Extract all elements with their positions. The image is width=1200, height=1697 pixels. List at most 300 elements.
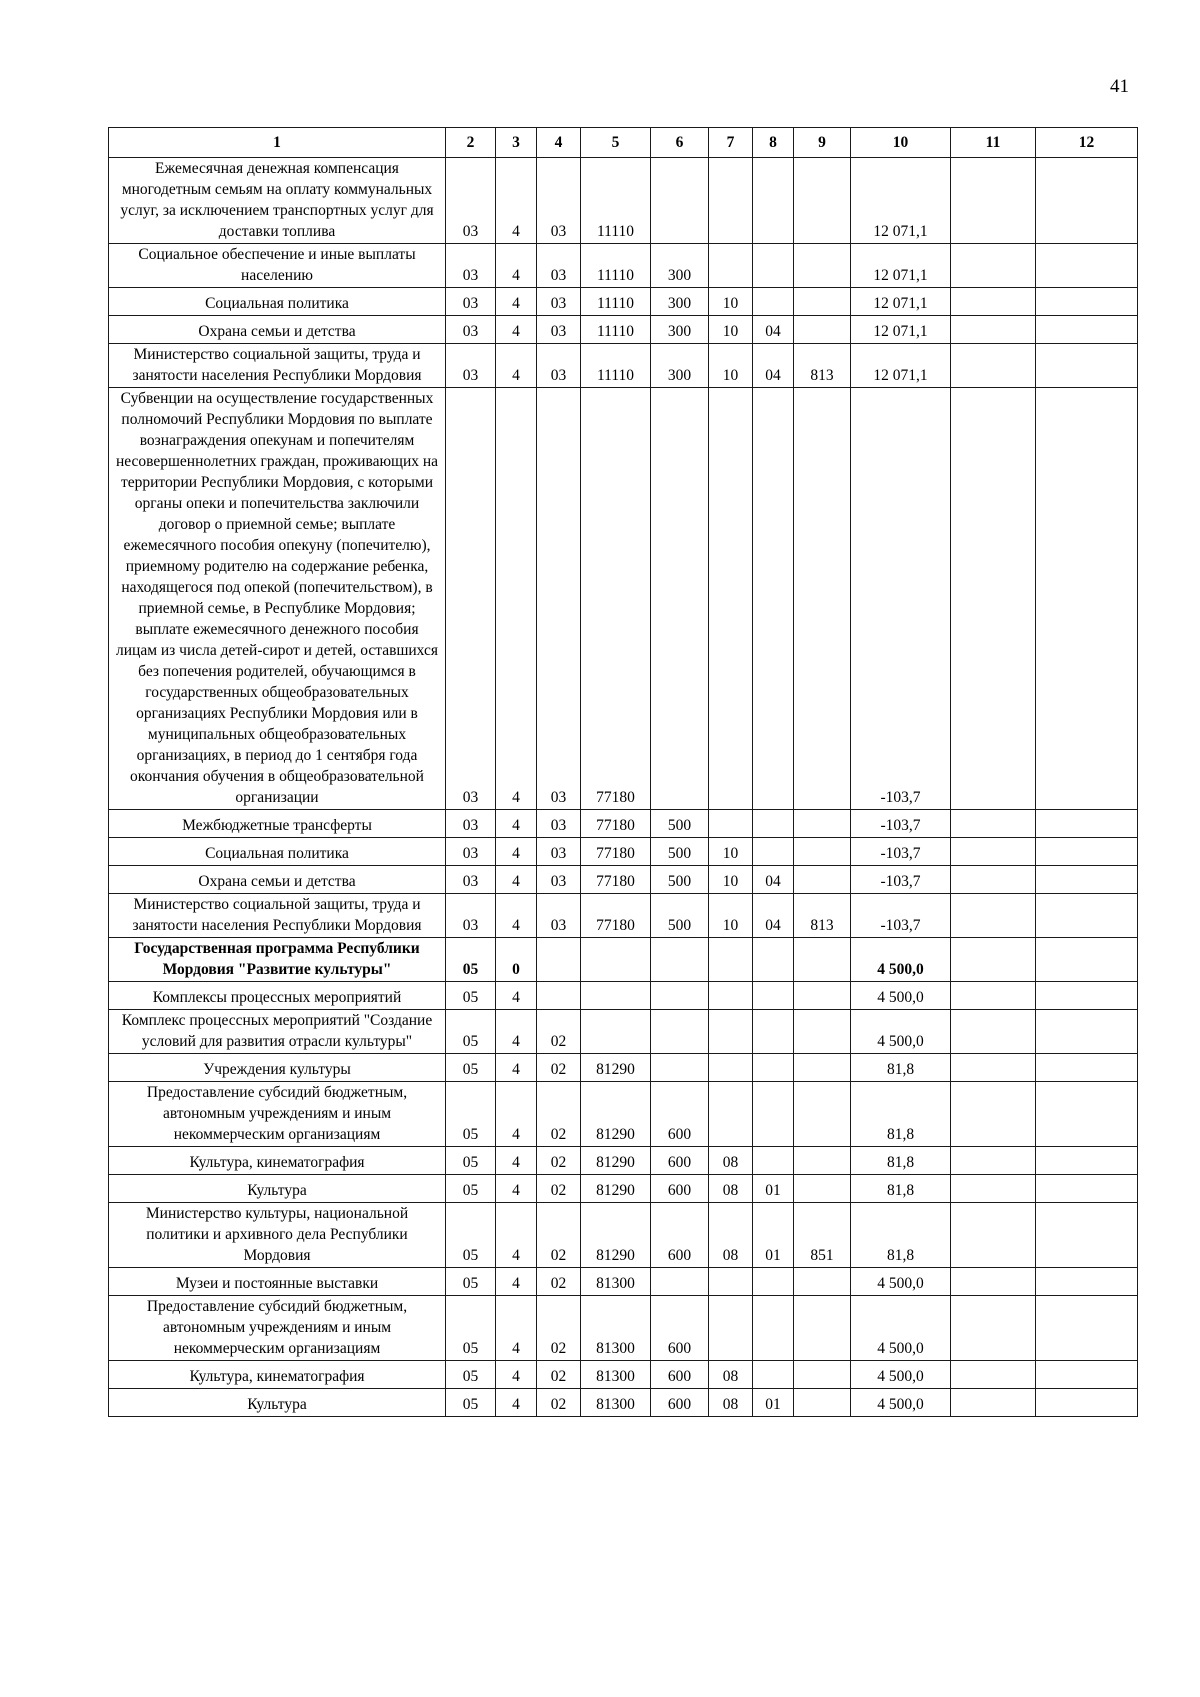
- code-direction: [581, 1010, 651, 1054]
- code-direction: 81290: [581, 1054, 651, 1082]
- code-program: 05: [446, 1389, 496, 1417]
- code-subsection: 04: [753, 894, 794, 938]
- code-subprogram: 4: [496, 1147, 537, 1175]
- code-ministry: [794, 866, 851, 894]
- code-subsection: 04: [753, 344, 794, 388]
- amount: 4 500,0: [851, 1296, 951, 1361]
- code-program: 03: [446, 316, 496, 344]
- code-ministry: [794, 388, 851, 810]
- column-11: [951, 1361, 1036, 1389]
- amount: 12 071,1: [851, 244, 951, 288]
- code-event: 02: [537, 1203, 581, 1268]
- code-program: 05: [446, 1054, 496, 1082]
- code-expense-type: 600: [651, 1389, 709, 1417]
- code-expense-type: 500: [651, 866, 709, 894]
- column-12: [1036, 388, 1138, 810]
- code-event: 03: [537, 158, 581, 244]
- code-subsection: 01: [753, 1389, 794, 1417]
- code-direction: 11110: [581, 288, 651, 316]
- column-11: [951, 1010, 1036, 1054]
- code-event: 03: [537, 866, 581, 894]
- code-subsection: [753, 1296, 794, 1361]
- code-event: 02: [537, 1054, 581, 1082]
- column-11: [951, 158, 1036, 244]
- code-subprogram: 4: [496, 244, 537, 288]
- amount: 12 071,1: [851, 288, 951, 316]
- code-ministry: [794, 1147, 851, 1175]
- amount: 81,8: [851, 1054, 951, 1082]
- code-program: 05: [446, 982, 496, 1010]
- code-event: 02: [537, 1296, 581, 1361]
- amount: 4 500,0: [851, 1268, 951, 1296]
- column-11: [951, 1268, 1036, 1296]
- code-subsection: [753, 158, 794, 244]
- code-expense-type: 600: [651, 1082, 709, 1147]
- column-header: 7: [709, 128, 753, 158]
- code-section: [709, 982, 753, 1010]
- amount: 81,8: [851, 1147, 951, 1175]
- code-ministry: [794, 838, 851, 866]
- row-name: Социальная политика: [109, 838, 446, 866]
- code-program: 05: [446, 1268, 496, 1296]
- column-header: 3: [496, 128, 537, 158]
- table-row: [109, 810, 1138, 838]
- amount: -103,7: [851, 388, 951, 810]
- table-row: [109, 894, 1138, 938]
- code-event: [537, 982, 581, 1010]
- column-11: [951, 894, 1036, 938]
- column-11: [951, 1175, 1036, 1203]
- code-subprogram: 4: [496, 1389, 537, 1417]
- code-direction: 81290: [581, 1082, 651, 1147]
- code-section: [709, 1268, 753, 1296]
- code-direction: 81300: [581, 1361, 651, 1389]
- code-ministry: [794, 1082, 851, 1147]
- table-row: [109, 344, 1138, 388]
- code-section: 08: [709, 1389, 753, 1417]
- code-ministry: [794, 316, 851, 344]
- column-12: [1036, 316, 1138, 344]
- code-section: 10: [709, 866, 753, 894]
- code-direction: 81300: [581, 1268, 651, 1296]
- code-event: 03: [537, 288, 581, 316]
- table-row: [109, 244, 1138, 288]
- amount: 4 500,0: [851, 1389, 951, 1417]
- code-expense-type: 600: [651, 1175, 709, 1203]
- code-subsection: 04: [753, 866, 794, 894]
- code-subprogram: 4: [496, 1268, 537, 1296]
- table-row: [109, 388, 1138, 810]
- code-subprogram: 4: [496, 1296, 537, 1361]
- code-subsection: [753, 838, 794, 866]
- code-section: 10: [709, 838, 753, 866]
- code-expense-type: [651, 1268, 709, 1296]
- code-program: 05: [446, 1175, 496, 1203]
- code-expense-type: [651, 982, 709, 1010]
- column-12: [1036, 1203, 1138, 1268]
- column-11: [951, 244, 1036, 288]
- code-subsection: 01: [753, 1203, 794, 1268]
- table-row: [109, 1203, 1138, 1268]
- code-direction: 77180: [581, 810, 651, 838]
- code-program: 05: [446, 938, 496, 982]
- column-12: [1036, 1389, 1138, 1417]
- amount: -103,7: [851, 810, 951, 838]
- code-ministry: [794, 288, 851, 316]
- code-section: [709, 1010, 753, 1054]
- code-ministry: [794, 1389, 851, 1417]
- code-subprogram: 4: [496, 894, 537, 938]
- code-event: 02: [537, 1268, 581, 1296]
- column-12: [1036, 894, 1138, 938]
- column-12: [1036, 810, 1138, 838]
- code-expense-type: 300: [651, 244, 709, 288]
- row-name: Музеи и постоянные выставки: [109, 1268, 446, 1296]
- amount: 4 500,0: [851, 1010, 951, 1054]
- column-11: [951, 288, 1036, 316]
- code-direction: 77180: [581, 388, 651, 810]
- code-event: 02: [537, 1361, 581, 1389]
- column-header: 8: [753, 128, 794, 158]
- code-subsection: [753, 1361, 794, 1389]
- code-event: 02: [537, 1175, 581, 1203]
- column-12: [1036, 1147, 1138, 1175]
- code-event: 03: [537, 344, 581, 388]
- column-12: [1036, 866, 1138, 894]
- column-12: [1036, 244, 1138, 288]
- code-program: 05: [446, 1296, 496, 1361]
- column-12: [1036, 982, 1138, 1010]
- column-11: [951, 982, 1036, 1010]
- code-subprogram: 4: [496, 1175, 537, 1203]
- table-row: [109, 838, 1138, 866]
- code-subprogram: 4: [496, 1203, 537, 1268]
- code-subprogram: 4: [496, 1361, 537, 1389]
- row-name: Государственная программа Республики Мордовия "Развитие культуры": [109, 938, 446, 982]
- code-direction: 81300: [581, 1389, 651, 1417]
- column-11: [951, 1054, 1036, 1082]
- table-row: [109, 1296, 1138, 1361]
- code-subsection: [753, 244, 794, 288]
- column-11: [951, 1147, 1036, 1175]
- column-header: 1: [109, 128, 446, 158]
- code-program: 03: [446, 244, 496, 288]
- row-name: Межбюджетные трансферты: [109, 810, 446, 838]
- code-direction: 81290: [581, 1203, 651, 1268]
- table-row: [109, 316, 1138, 344]
- code-subprogram: 4: [496, 388, 537, 810]
- column-12: [1036, 344, 1138, 388]
- table-row: [109, 866, 1138, 894]
- code-ministry: [794, 982, 851, 1010]
- column-header: 11: [951, 128, 1036, 158]
- amount: 81,8: [851, 1175, 951, 1203]
- column-12: [1036, 1268, 1138, 1296]
- row-name: Субвенции на осуществление государственных полномочий Республики Мордовия по выплате вознаграждения опекунам и попечителям несовершеннолетних граждан, проживающих на территории Республики Мордовия, с которыми органы опеки и попечительства заключили договор о приемной семье; выплате ежемесячного пособия опекуну (попечителю), приемному родителю на содержание ребенка, находящегося под опекой (попечительством), в приемной семье, в Республике Мордовия; выплате ежемесячного денежного пособия лицам из числа детей-сирот и детей, оставшихся без попечения родителей, обучающимся в государственных общеобразовательных организациях Республики Мордовия или в муниципальных общеобразовательных организациях, в период до 1 сентября года окончания обучения в общеобразовательной организации: [109, 388, 446, 810]
- column-11: [951, 388, 1036, 810]
- column-11: [951, 1389, 1036, 1417]
- amount: 12 071,1: [851, 344, 951, 388]
- code-subsection: [753, 388, 794, 810]
- code-ministry: [794, 1296, 851, 1361]
- code-expense-type: [651, 1054, 709, 1082]
- code-subsection: [753, 982, 794, 1010]
- row-name: Культура, кинематография: [109, 1361, 446, 1389]
- code-program: 05: [446, 1361, 496, 1389]
- amount: 4 500,0: [851, 1361, 951, 1389]
- header-row: [109, 128, 1138, 158]
- code-expense-type: 300: [651, 344, 709, 388]
- code-ministry: [794, 938, 851, 982]
- row-name: Министерство социальной защиты, труда и занятости населения Республики Мордовия: [109, 344, 446, 388]
- column-12: [1036, 1010, 1138, 1054]
- column-header: 12: [1036, 128, 1138, 158]
- column-header: 2: [446, 128, 496, 158]
- row-name: Министерство социальной защиты, труда и занятости населения Республики Мордовия: [109, 894, 446, 938]
- code-direction: 11110: [581, 316, 651, 344]
- column-12: [1036, 158, 1138, 244]
- code-program: 05: [446, 1203, 496, 1268]
- code-subprogram: 4: [496, 866, 537, 894]
- row-name: Культура: [109, 1389, 446, 1417]
- table-row: [109, 158, 1138, 244]
- code-direction: [581, 982, 651, 1010]
- code-section: [709, 1054, 753, 1082]
- code-program: 03: [446, 344, 496, 388]
- code-subsection: [753, 1268, 794, 1296]
- column-11: [951, 1082, 1036, 1147]
- column-12: [1036, 288, 1138, 316]
- code-section: [709, 938, 753, 982]
- code-program: 03: [446, 810, 496, 838]
- code-section: [709, 1082, 753, 1147]
- code-ministry: 813: [794, 344, 851, 388]
- code-expense-type: 600: [651, 1203, 709, 1268]
- code-program: 03: [446, 838, 496, 866]
- column-11: [951, 866, 1036, 894]
- code-direction: 81300: [581, 1296, 651, 1361]
- column-header: 4: [537, 128, 581, 158]
- code-direction: 77180: [581, 866, 651, 894]
- table-row: [109, 1175, 1138, 1203]
- code-ministry: [794, 1054, 851, 1082]
- code-section: 08: [709, 1175, 753, 1203]
- code-expense-type: [651, 388, 709, 810]
- code-section: 08: [709, 1203, 753, 1268]
- code-subprogram: 4: [496, 1010, 537, 1054]
- code-subsection: 04: [753, 316, 794, 344]
- code-expense-type: 500: [651, 838, 709, 866]
- table-row: [109, 1147, 1138, 1175]
- code-direction: 77180: [581, 894, 651, 938]
- code-subsection: [753, 1147, 794, 1175]
- code-program: 03: [446, 158, 496, 244]
- code-event: 02: [537, 1082, 581, 1147]
- code-event: 02: [537, 1147, 581, 1175]
- code-program: 05: [446, 1082, 496, 1147]
- code-direction: [581, 938, 651, 982]
- code-subprogram: 4: [496, 344, 537, 388]
- code-subsection: [753, 938, 794, 982]
- column-12: [1036, 1296, 1138, 1361]
- column-11: [951, 1296, 1036, 1361]
- amount: -103,7: [851, 838, 951, 866]
- row-name: Охрана семьи и детства: [109, 316, 446, 344]
- code-ministry: 813: [794, 894, 851, 938]
- code-ministry: 851: [794, 1203, 851, 1268]
- table-row: [109, 982, 1138, 1010]
- code-ministry: [794, 1010, 851, 1054]
- code-event: 03: [537, 838, 581, 866]
- code-event: 02: [537, 1010, 581, 1054]
- code-section: 08: [709, 1361, 753, 1389]
- budget-table: [108, 127, 1138, 1417]
- amount: 4 500,0: [851, 982, 951, 1010]
- code-expense-type: 600: [651, 1296, 709, 1361]
- column-header: 9: [794, 128, 851, 158]
- column-11: [951, 344, 1036, 388]
- code-section: [709, 1296, 753, 1361]
- code-program: 05: [446, 1010, 496, 1054]
- row-name: Социальное обеспечение и иные выплаты населению: [109, 244, 446, 288]
- table-row: [109, 938, 1138, 982]
- code-section: 10: [709, 316, 753, 344]
- table-row: [109, 288, 1138, 316]
- code-expense-type: [651, 158, 709, 244]
- code-ministry: [794, 1361, 851, 1389]
- table-row: [109, 1010, 1138, 1054]
- row-name: Предоставление субсидий бюджетным, автономным учреждениям и иным некоммерческим организациям: [109, 1082, 446, 1147]
- column-12: [1036, 938, 1138, 982]
- code-program: 03: [446, 388, 496, 810]
- table-body: [109, 158, 1138, 1417]
- code-program: 03: [446, 894, 496, 938]
- table-header: [109, 128, 1138, 158]
- column-12: [1036, 1175, 1138, 1203]
- code-event: 03: [537, 894, 581, 938]
- column-12: [1036, 1361, 1138, 1389]
- code-subprogram: 4: [496, 982, 537, 1010]
- code-subsection: [753, 288, 794, 316]
- code-direction: 77180: [581, 838, 651, 866]
- amount: -103,7: [851, 866, 951, 894]
- code-subprogram: 4: [496, 1054, 537, 1082]
- code-direction: 81290: [581, 1175, 651, 1203]
- row-name: Министерство культуры, национальной политики и архивного дела Республики Мордовия: [109, 1203, 446, 1268]
- code-program: 03: [446, 288, 496, 316]
- column-11: [951, 838, 1036, 866]
- code-subsection: [753, 1054, 794, 1082]
- column-header: 6: [651, 128, 709, 158]
- table-row: [109, 1268, 1138, 1296]
- row-name: Культура: [109, 1175, 446, 1203]
- code-section: 10: [709, 894, 753, 938]
- code-event: 03: [537, 316, 581, 344]
- row-name: Охрана семьи и детства: [109, 866, 446, 894]
- row-name: Комплекс процессных мероприятий "Создание условий для развития отрасли культуры": [109, 1010, 446, 1054]
- code-section: 08: [709, 1147, 753, 1175]
- amount: 12 071,1: [851, 158, 951, 244]
- code-section: [709, 158, 753, 244]
- code-expense-type: 600: [651, 1147, 709, 1175]
- code-expense-type: 300: [651, 316, 709, 344]
- code-ministry: [794, 244, 851, 288]
- page-number: 41: [1110, 76, 1129, 97]
- code-ministry: [794, 810, 851, 838]
- code-section: 10: [709, 344, 753, 388]
- code-subprogram: 0: [496, 938, 537, 982]
- code-program: 03: [446, 866, 496, 894]
- column-11: [951, 316, 1036, 344]
- code-ministry: [794, 158, 851, 244]
- code-event: [537, 938, 581, 982]
- code-direction: 81290: [581, 1147, 651, 1175]
- row-name: Социальная политика: [109, 288, 446, 316]
- code-direction: 11110: [581, 344, 651, 388]
- column-11: [951, 1203, 1036, 1268]
- code-subsection: 01: [753, 1175, 794, 1203]
- code-subprogram: 4: [496, 316, 537, 344]
- column-header: 10: [851, 128, 951, 158]
- code-subprogram: 4: [496, 810, 537, 838]
- table-row: [109, 1082, 1138, 1147]
- column-11: [951, 810, 1036, 838]
- code-subprogram: 4: [496, 1082, 537, 1147]
- code-subprogram: 4: [496, 288, 537, 316]
- code-event: 03: [537, 244, 581, 288]
- table-row: [109, 1054, 1138, 1082]
- row-name: Предоставление субсидий бюджетным, автономным учреждениям и иным некоммерческим организациям: [109, 1296, 446, 1361]
- column-12: [1036, 1054, 1138, 1082]
- code-section: [709, 388, 753, 810]
- row-name: Комплексы процессных мероприятий: [109, 982, 446, 1010]
- code-event: 03: [537, 810, 581, 838]
- table-row: [109, 1389, 1138, 1417]
- code-subsection: [753, 1082, 794, 1147]
- column-11: [951, 938, 1036, 982]
- code-expense-type: 500: [651, 810, 709, 838]
- code-subprogram: 4: [496, 158, 537, 244]
- code-section: [709, 244, 753, 288]
- code-expense-type: 500: [651, 894, 709, 938]
- code-program: 05: [446, 1147, 496, 1175]
- amount: 81,8: [851, 1082, 951, 1147]
- column-12: [1036, 1082, 1138, 1147]
- code-section: [709, 810, 753, 838]
- column-header: 5: [581, 128, 651, 158]
- code-direction: 11110: [581, 158, 651, 244]
- code-event: 02: [537, 1389, 581, 1417]
- amount: 81,8: [851, 1203, 951, 1268]
- row-name: Учреждения культуры: [109, 1054, 446, 1082]
- code-section: 10: [709, 288, 753, 316]
- row-name: Культура, кинематография: [109, 1147, 446, 1175]
- code-subprogram: 4: [496, 838, 537, 866]
- column-12: [1036, 838, 1138, 866]
- code-ministry: [794, 1268, 851, 1296]
- row-name: Ежемесячная денежная компенсация многодетным семьям на оплату коммунальных услуг, за исключением транспортных услуг для доставки топлива: [109, 158, 446, 244]
- amount: -103,7: [851, 894, 951, 938]
- amount: 12 071,1: [851, 316, 951, 344]
- code-ministry: [794, 1175, 851, 1203]
- table-row: [109, 1361, 1138, 1389]
- code-event: 03: [537, 388, 581, 810]
- code-expense-type: [651, 1010, 709, 1054]
- code-expense-type: [651, 938, 709, 982]
- code-expense-type: 600: [651, 1361, 709, 1389]
- code-subsection: [753, 1010, 794, 1054]
- amount: 4 500,0: [851, 938, 951, 982]
